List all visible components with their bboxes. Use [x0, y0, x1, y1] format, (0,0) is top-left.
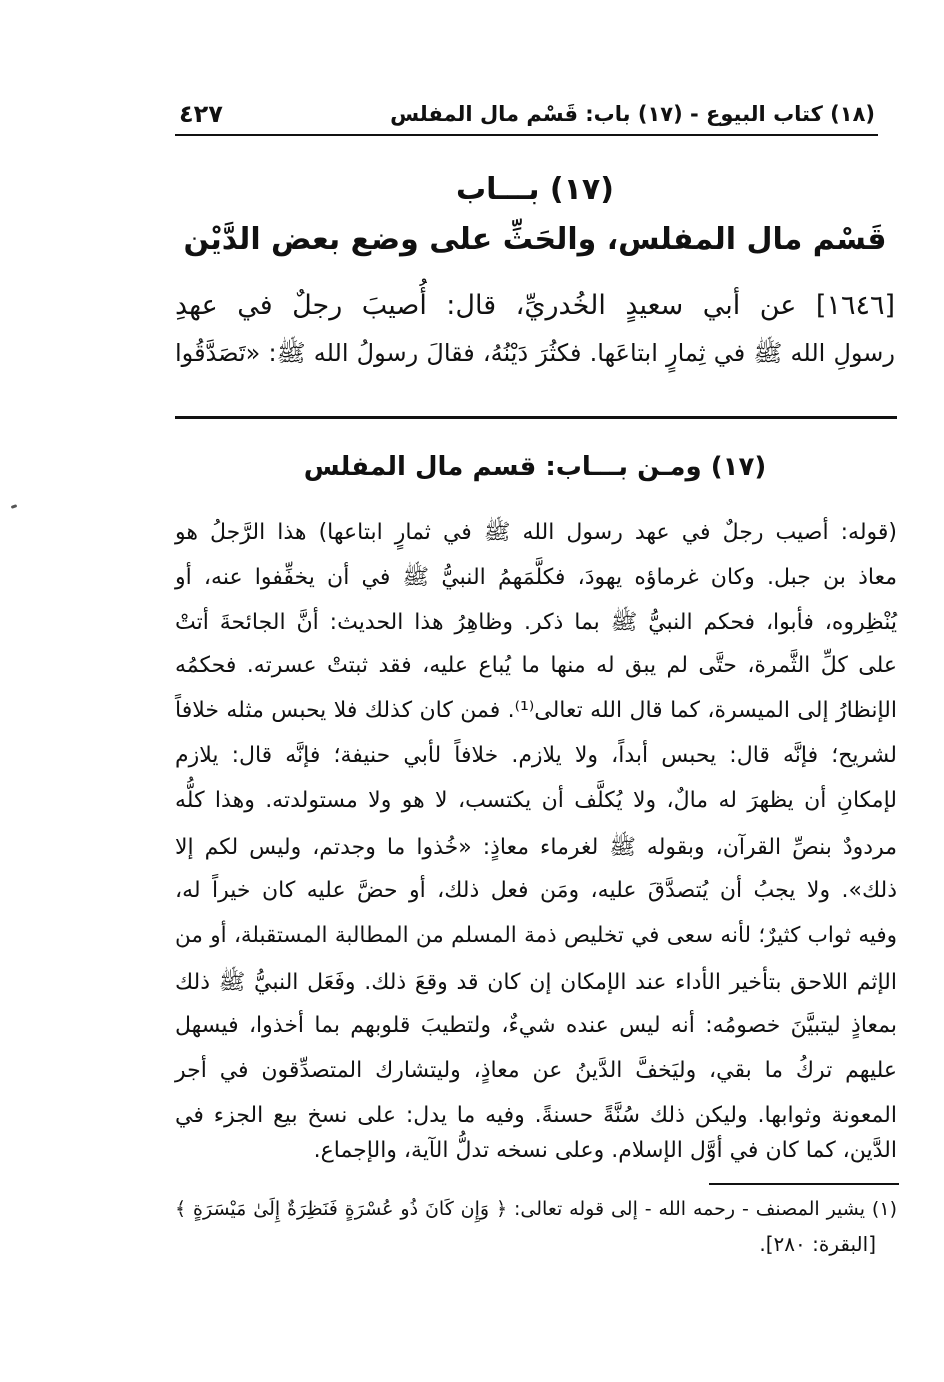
commentary-line: بمعاذٍ ليتبيَّنَ خصومُه: أنه ليس عنده شيءٌ، ولتطيبَ قلوبهم بما أخذوا، فيسهل — [175, 1013, 897, 1038]
commentary-line: ذلك». ولا يجبُ أن يُتصدَّقَ عليه، ومَن فعل ذلك، أو حضَّ عليه كان خيراً له، — [175, 878, 897, 903]
chapter-number: (١٧) بـــاب — [456, 172, 614, 207]
footnote-line: (١) يشير المصنف - رحمه الله - إلى قوله تعالى: ﴿ وَإِن كَانَ ذُو عُسْرَةٍ فَنَظِرَةٌ إِلَىٰ مَيْسَرَةٍ ﴾ — [175, 1198, 897, 1220]
commentary-line: عليهم تركُ ما بقي، وليَخفَّ الدَّينُ عن معاذٍ، وليتشارك المتصدِّقون في أجر — [175, 1058, 897, 1083]
hadith-line: [١٦٤٦] عن أبي سعيدٍ الخُدريِّ، قال: أُصيبَ رجلٌ في عهدِ — [175, 290, 895, 321]
footnote-reference: [البقرة: ٢٨٠]. — [759, 1232, 876, 1256]
commentary-line: المعونة وثوابها. وليكن ذلك سُنَّةً حسنةً. وفيه ما يدل: على نسخ بيع الجزء في — [175, 1103, 897, 1128]
chapter-title: قَسْم مال المفلس، والحَثِّ على وضع بعض الدَّيْن — [183, 222, 887, 257]
commentary-line: معاذ بن جبل. وكان غرماؤه يهودَ، فكلَّمَهمُ النبيُّ ﷺ في أن يخفِّفوا عنه، أو — [175, 565, 897, 590]
commentary-line: لشريح؛ فإنَّه قال: يحبس أبداً، ولا يلازم. خلافاً لأبي حنيفة؛ فإنَّه قال: يلازم — [175, 743, 897, 768]
commentary-line: يُنْظِروه، فأبوا، فحكم النبيُّ ﷺ بما ذكر. وظاهِرُ هذا الحديث: أنَّ الجائحةَ أتتْ — [175, 610, 897, 635]
footnote-rule — [709, 1183, 899, 1185]
header-rule — [175, 134, 878, 136]
section-separator — [175, 416, 897, 419]
hadith-line: رسولِ الله ﷺ في ثِمارٍ ابتاعَها. فكثُرَ دَيْنُهُ، فقالَ رسولُ الله ﷺ: «تَصَدَّقُوا — [175, 339, 895, 367]
commentary-line: (قوله: أصيب رجلٌ في عهد رسول الله ﷺ في ثمارٍ ابتاعها) هذا الرَّجلُ هو — [175, 520, 897, 545]
commentary-line: الإثم اللاحق بتأخير الأداء عند الإمكان إن كان قد وقعَ ذلك. وفَعَل النبيُّ ﷺ ذلك — [175, 970, 897, 995]
running-header — [175, 96, 875, 136]
page-number: ٤٢٧ — [179, 100, 223, 128]
commentary-line: الإنظارُ إلى الميسرة، كما قال الله تعالى⁽¹⁾. فمن كان كذلك فلا يحبس مثله خلافاً — [175, 698, 897, 723]
commentary-line: لإمكانِ أن يظهرَ له مالٌ، ولا يُكلَّف أن يكتسب، لا هو ولا مستولدته. وهذا كلُّه — [175, 788, 897, 813]
running-header-title: (١٨) كتاب البيوع - (١٧) باب: قَسْم مال المفلس — [390, 102, 875, 126]
scan-speck — [11, 504, 18, 509]
commentary-line: الدَّين، كما كان في أوَّل الإسلام. وعلى نسخه تدلُّ الآية، والإجماع. — [313, 1138, 897, 1163]
commentary-line: وفيه ثواب كثيرٌ؛ لأنه سعى في تخليص ذمة المسلم من المطالبة المستقبلة، أو من — [175, 923, 897, 948]
commentary-line: مردودٌ بنصِّ القرآن، وبقوله ﷺ لغرماء معاذٍ: «خُذوا ما وجدتم، وليس لكم إلا — [175, 835, 897, 860]
commentary-line: على كلِّ الثَّمرة، حتَّى لم يبق له منها ما يُباع عليه، فقد ثبتتْ عسرته. فحكمُه — [175, 653, 897, 678]
commentary-heading: (١٧) ومـن بـــاب: قسم مال المفلس — [303, 452, 767, 482]
